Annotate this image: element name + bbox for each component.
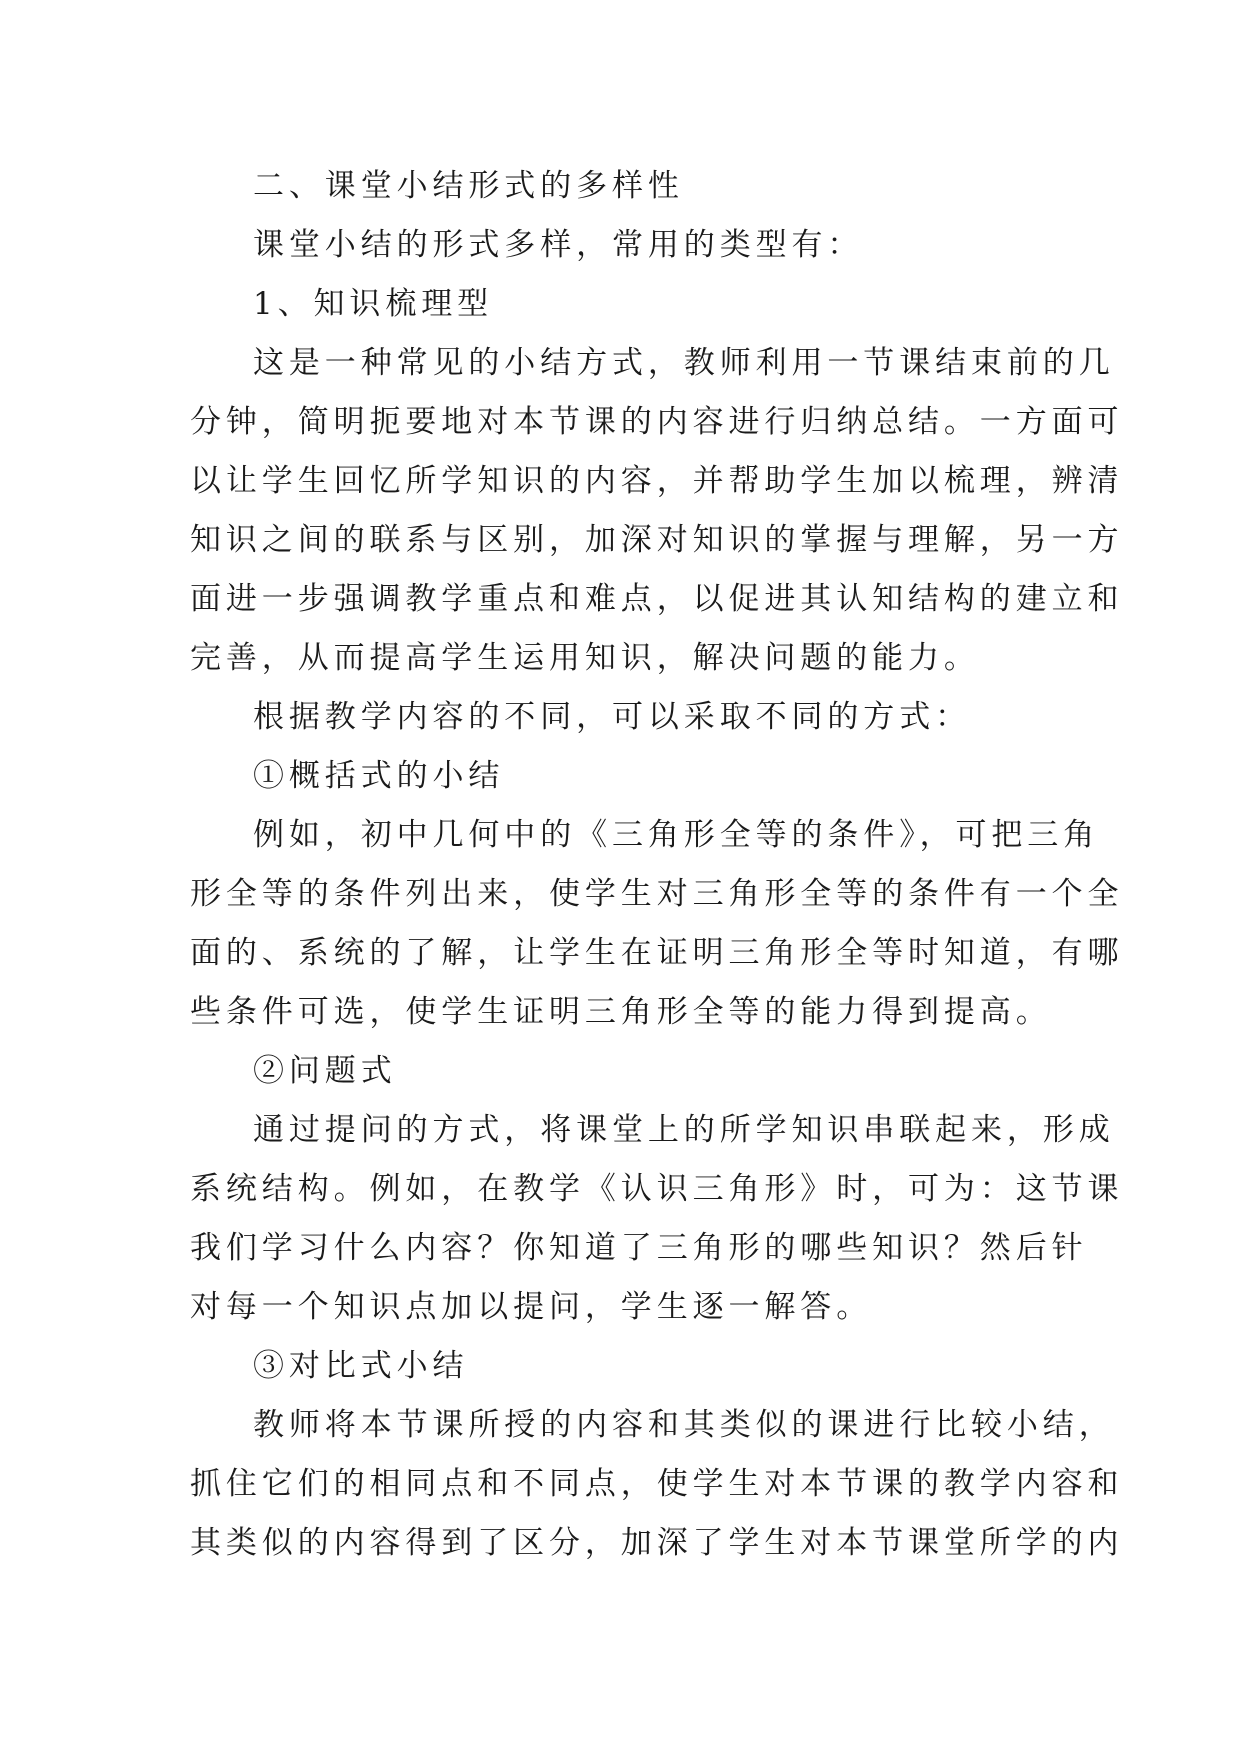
paragraph-line: 些条件可选，使学生证明三角形全等的能力得到提高。 [190,994,1052,1030]
paragraph-line: 根据教学内容的不同，可以采取不同的方式： [253,699,971,735]
paragraph-line: 课堂小结的形式多样，常用的类型有： [253,227,864,263]
paragraph-line: 系统结构。例如，在教学《认识三角形》时，可为：这节课 [190,1171,1124,1207]
paragraph-line: 形全等的条件列出来，使学生对三角形全等的条件有一个全 [190,876,1124,912]
paragraph-line: 其类似的内容得到了区分，加深了学生对本节课堂所学的内 [190,1525,1124,1561]
subheading: 1、知识梳理型 [253,286,494,322]
paragraph-line: 分钟，简明扼要地对本节课的内容进行归纳总结。一方面可 [190,404,1124,440]
paragraph-line: 对每一个知识点加以提问，学生逐一解答。 [190,1289,873,1325]
paragraph-line: 知识之间的联系与区别，加深对知识的掌握与理解，另一方 [190,522,1124,558]
paragraph-line: 以让学生回忆所学知识的内容，并帮助学生加以梳理，辨清 [190,463,1124,499]
paragraph-line: 抓住它们的相同点和不同点，使学生对本节课的教学内容和 [190,1466,1124,1502]
paragraph-line: 这是一种常见的小结方式，教师利用一节课结束前的几 [253,345,1115,381]
paragraph-line: 我们学习什么内容？你知道了三角形的哪些知识？然后针 [190,1230,1088,1266]
subheading: ②问题式 [253,1053,397,1089]
paragraph-line: 例如，初中几何中的《三角形全等的条件》，可把三角 [253,817,1100,853]
subheading: ③对比式小结 [253,1348,469,1384]
subheading: ①概括式的小结 [253,758,505,794]
paragraph-line: 面的、系统的了解，让学生在证明三角形全等时知道，有哪 [190,935,1124,971]
paragraph-line: 完善，从而提高学生运用知识，解决问题的能力。 [190,640,980,676]
paragraph-line: 通过提问的方式，将课堂上的所学知识串联起来，形成 [253,1112,1115,1148]
section-heading: 二、课堂小结形式的多样性 [253,168,684,204]
paragraph-line: 面进一步强调教学重点和难点，以促进其认知结构的建立和 [190,581,1124,617]
paragraph-line: 教师将本节课所授的内容和其类似的课进行比较小结， [253,1407,1115,1443]
